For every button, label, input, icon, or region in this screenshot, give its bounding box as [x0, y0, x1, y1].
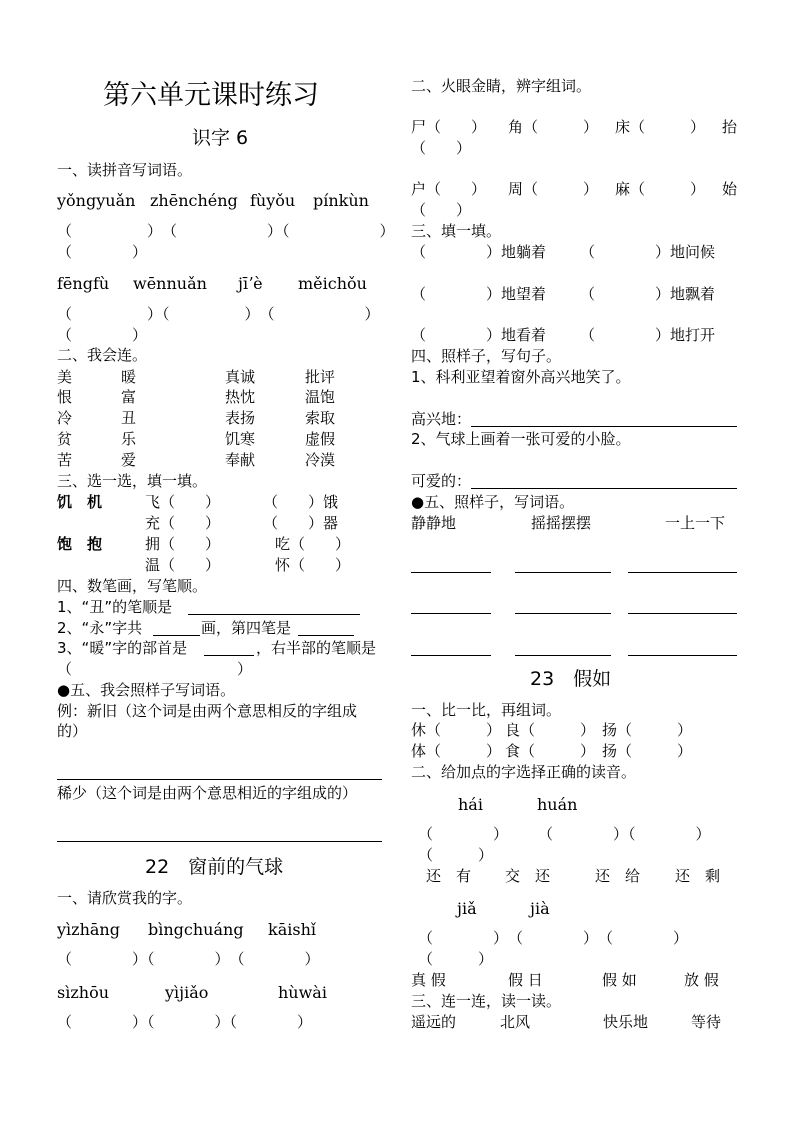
section-heading: 二、我会连。: [57, 346, 148, 364]
answer-blank[interactable]: （ ）饿: [263, 493, 339, 511]
answer-blank[interactable]: （ ）（ ） （ ）: [57, 305, 380, 323]
answer-line[interactable]: [57, 779, 382, 780]
match-word[interactable]: 热忱: [225, 388, 256, 406]
match-word[interactable]: 北风: [500, 1013, 531, 1031]
answer-blank[interactable]: 户（ ）: [411, 180, 487, 198]
section-heading: 四、数笔画，写笔顺。: [57, 577, 208, 595]
answer-blank[interactable]: （ ） （ ）（ ）: [418, 825, 711, 843]
section-heading: 三、选一选，填一填。: [57, 472, 208, 490]
match-char[interactable]: 冷: [57, 409, 73, 427]
answer-blank[interactable]: 抬: [722, 118, 738, 136]
match-word[interactable]: 批评: [305, 368, 336, 386]
match-word[interactable]: 饥寒: [225, 430, 256, 448]
answer-blank[interactable]: 麻（ ）: [615, 180, 706, 198]
answer-blank[interactable]: （ ）（ ）（ ）: [57, 1013, 313, 1031]
answer-label: 可爱的：: [411, 472, 472, 490]
word-option: 还 有: [426, 867, 472, 885]
answer-blank[interactable]: 温（ ）: [145, 556, 221, 574]
match-char[interactable]: 贫: [57, 430, 73, 448]
question-text: 1、科利亚望着窗外高兴地笑了。: [411, 368, 631, 386]
section-heading: 二、火眼金睛，辨字组词。: [411, 77, 592, 95]
answer-line[interactable]: [515, 655, 611, 656]
pinyin: sìzhōu: [57, 983, 109, 1002]
section-heading: 一、比一比，再组词。: [411, 701, 562, 719]
pinyin: hái: [458, 795, 483, 814]
section-heading: 一、请欣赏我的字。: [57, 889, 193, 907]
match-char[interactable]: 丑: [121, 409, 137, 427]
answer-line[interactable]: [298, 635, 354, 636]
answer-blank[interactable]: （ ）地望着: [411, 285, 547, 303]
answer-blank[interactable]: （ ）: [57, 243, 148, 261]
answer-line[interactable]: [411, 572, 491, 573]
answer-line[interactable]: [204, 655, 254, 656]
answer-line[interactable]: [628, 613, 737, 614]
answer-blank[interactable]: （ ）（ ） （ ）: [57, 950, 320, 968]
pinyin: kāishǐ: [268, 920, 316, 939]
match-char[interactable]: 爱: [121, 451, 137, 469]
answer-blank[interactable]: 周（ ）: [508, 180, 599, 198]
match-word[interactable]: 索取: [305, 409, 336, 427]
answer-line[interactable]: [515, 572, 611, 573]
word-option: 交 还: [505, 867, 551, 885]
pinyin: yǒngyuǎn: [57, 191, 136, 210]
answer-blank[interactable]: 充（ ）: [145, 514, 221, 532]
word-option: 真 假: [411, 971, 446, 989]
answer-blank[interactable]: 良（ ）: [505, 721, 596, 739]
answer-line[interactable]: [411, 655, 491, 656]
question-text: 2、“永”字共: [57, 619, 143, 637]
word-option: 放 假: [684, 971, 719, 989]
lesson-title: 23 假如: [530, 668, 612, 690]
answer-blank[interactable]: 尸（ ）: [411, 118, 487, 136]
pinyin: bìngchuáng: [148, 920, 244, 939]
answer-line[interactable]: [628, 655, 737, 656]
answer-blank[interactable]: （ ）: [418, 950, 494, 968]
word-option: 还 剩: [675, 867, 721, 885]
char-pair: 饥 机: [57, 493, 103, 511]
lesson-title: 22 窗前的气球: [145, 856, 284, 878]
answer-blank[interactable]: （ ）: [57, 660, 253, 678]
answer-blank[interactable]: （ ）: [418, 846, 494, 864]
word-option: 还 给: [595, 867, 641, 885]
answer-line[interactable]: [153, 635, 200, 636]
answer-blank[interactable]: 休（ ）: [411, 721, 502, 739]
match-word[interactable]: 真诚: [225, 368, 256, 386]
answer-blank[interactable]: 吃（ ）: [275, 535, 351, 553]
question-text: 1、“丑”的笔顺是: [57, 598, 173, 616]
question-text: 2、气球上画着一张可爱的小脸。: [411, 430, 631, 448]
section-heading: 三、连一连，读一读。: [411, 992, 562, 1010]
pinyin: zhēnchéng: [150, 191, 238, 210]
pinyin: wēnnuǎn: [133, 274, 207, 293]
lesson-title: 识字 6: [192, 127, 249, 149]
match-char[interactable]: 恨: [57, 388, 73, 406]
match-word[interactable]: 快乐地: [603, 1013, 649, 1031]
pinyin: pínkùn: [313, 191, 369, 210]
word-option: 假 如: [602, 971, 637, 989]
answer-blank[interactable]: （ ）地躺着: [411, 243, 547, 261]
answer-blank[interactable]: 怀（ ）: [275, 556, 351, 574]
answer-line[interactable]: [471, 488, 737, 489]
section-heading: 四、照样子，写句子。: [411, 347, 562, 365]
answer-blank[interactable]: （ ） （ ） （ ）: [418, 929, 689, 947]
answer-line[interactable]: [471, 426, 737, 427]
pinyin: yìzhāng: [57, 920, 120, 939]
section-heading: 二、给加点的字选择正确的读音。: [411, 763, 637, 781]
answer-blank[interactable]: （ ）地打开: [580, 326, 716, 344]
match-word[interactable]: 遥远的: [411, 1013, 457, 1031]
match-word[interactable]: 奉献: [225, 451, 256, 469]
page-title: 第六单元课时练习: [103, 80, 319, 111]
answer-blank[interactable]: （ ）: [411, 201, 472, 219]
answer-line[interactable]: [628, 572, 737, 573]
example-text: 的）: [57, 722, 88, 740]
answer-line[interactable]: [515, 613, 611, 614]
answer-blank[interactable]: （ ）地看着: [411, 326, 547, 344]
word-option: 假 日: [508, 971, 543, 989]
match-char[interactable]: 富: [121, 388, 137, 406]
example-word: 摇摇摆摆: [531, 514, 592, 532]
answer-label: 高兴地：: [411, 410, 472, 428]
answer-blank[interactable]: 始: [722, 180, 738, 198]
answer-blank[interactable]: 扬（ ）: [602, 742, 693, 760]
pinyin: hùwài: [278, 983, 327, 1002]
section-heading: ●五、照样子，写词语。: [411, 493, 575, 511]
question-text: 画，第四笔是: [201, 619, 292, 637]
match-char[interactable]: 美: [57, 368, 73, 386]
answer-line[interactable]: [57, 841, 382, 842]
pinyin: huán: [537, 795, 578, 814]
pinyin: fùyǒu: [250, 191, 296, 210]
example-text: 例：新旧（这个词是由两个意思相反的字组成: [57, 702, 358, 720]
answer-blank[interactable]: （ ）: [411, 139, 472, 157]
example-text: 稀少（这个词是由两个意思相近的字组成的）: [57, 784, 358, 802]
match-char[interactable]: 乐: [121, 430, 137, 448]
match-word[interactable]: 等待: [691, 1013, 722, 1031]
pinyin: jīʼè: [238, 274, 263, 293]
pinyin: měichǒu: [298, 274, 367, 293]
answer-blank[interactable]: 角（ ）: [508, 118, 599, 136]
example-word: 一上一下: [665, 514, 726, 532]
answer-blank[interactable]: （ ）地飘着: [580, 285, 716, 303]
answer-blank[interactable]: 体（ ）: [411, 742, 502, 760]
match-word[interactable]: 温饱: [305, 388, 336, 406]
answer-blank[interactable]: 扬（ ）: [602, 721, 693, 739]
answer-blank[interactable]: （ ）地问候: [580, 243, 716, 261]
question-text: 3、“暖”字的部首是: [57, 639, 188, 657]
answer-blank[interactable]: 飞（ ）: [145, 493, 221, 511]
char-pair: 饱 抱: [57, 535, 103, 553]
answer-line[interactable]: [188, 614, 360, 615]
pinyin: yìjiǎo: [165, 983, 209, 1002]
match-word[interactable]: 冷漠: [305, 451, 336, 469]
answer-blank[interactable]: （ ）器: [263, 514, 339, 532]
match-word[interactable]: 表扬: [225, 409, 256, 427]
match-char[interactable]: 暖: [121, 368, 137, 386]
pinyin: jiǎ: [457, 899, 477, 918]
answer-line[interactable]: [411, 613, 491, 614]
answer-blank[interactable]: 拥（ ）: [145, 535, 221, 553]
match-word[interactable]: 虚假: [305, 430, 336, 448]
question-text: ，右半部的笔顺是: [256, 639, 377, 657]
answer-blank[interactable]: 床（ ）: [615, 118, 706, 136]
answer-blank[interactable]: （ ）: [57, 326, 148, 344]
answer-blank[interactable]: 食（ ）: [505, 742, 596, 760]
pinyin: fēngfù: [57, 274, 110, 293]
section-heading: 一、读拼音写词语。: [57, 161, 193, 179]
section-heading: ●五、我会照样子写词语。: [57, 681, 236, 699]
example-word: 静静地: [411, 514, 457, 532]
section-heading: 三、填一填。: [411, 222, 502, 240]
pinyin: jià: [530, 899, 550, 918]
answer-blank[interactable]: （ ） （ ）（ ）: [57, 222, 395, 240]
match-char[interactable]: 苦: [57, 451, 73, 469]
